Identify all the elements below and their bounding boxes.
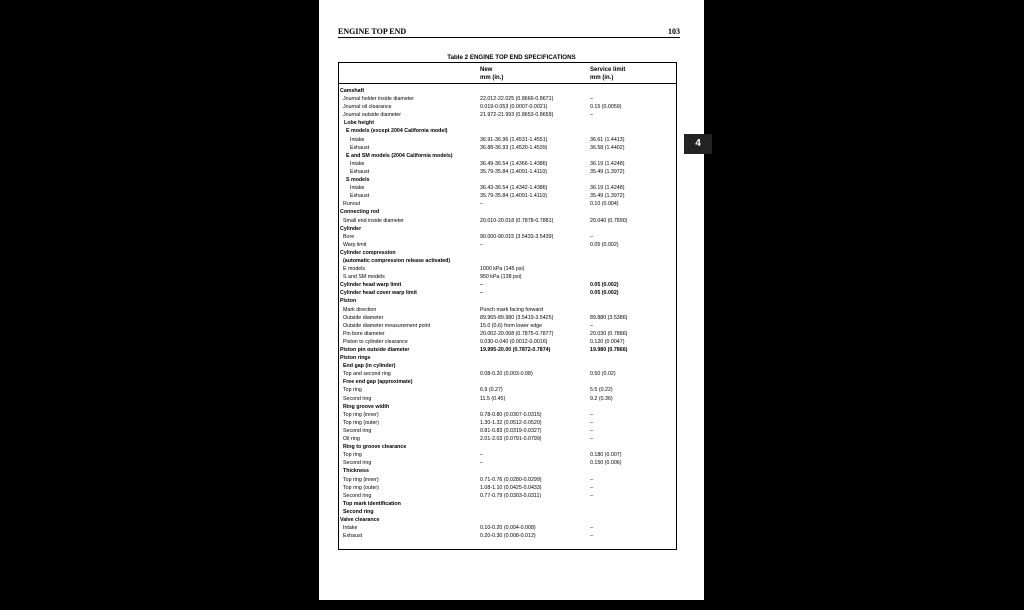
table-row	[338, 176, 677, 184]
row-item: Second ring	[343, 508, 374, 515]
table-row	[338, 111, 677, 119]
manual-page	[319, 0, 704, 610]
table-row	[338, 411, 677, 419]
table-row	[338, 467, 677, 475]
table-row	[338, 419, 677, 427]
row-item: Top mark identification	[343, 500, 401, 507]
row-service-limit: 20.040 (0.7890)	[590, 217, 628, 224]
row-service-limit: 36.61 (1.4413)	[590, 136, 625, 143]
row-item: Second ring	[343, 395, 372, 402]
row-new-value: 21.972-21.993 (0.8653-0.8659)	[480, 112, 554, 119]
row-item: E models (except 2004 California model)	[346, 128, 448, 135]
row-item: Second ring	[343, 460, 372, 467]
row-service-limit: 0.15 (0.0059)	[590, 104, 622, 111]
table-row	[338, 168, 677, 176]
row-item: Exhaust	[350, 168, 370, 175]
header-separator	[338, 83, 677, 84]
row-new-value: 36.88-36.93 (1.4520-1.4539)	[480, 144, 548, 151]
row-item: Ring to groove clearance	[343, 444, 407, 451]
row-service-limit: 0.05 (0.002)	[590, 290, 619, 297]
row-service-limit: 89.880 (3.5386)	[590, 314, 628, 321]
row-item: Warp limit	[343, 241, 367, 248]
row-item: Top ring	[343, 387, 362, 394]
row-service-limit: –	[590, 96, 593, 103]
row-item: Journal holder inside diameter	[343, 96, 414, 103]
row-new-value: 950 kPa (138 psi)	[480, 274, 522, 281]
table-row	[338, 95, 677, 103]
table-row	[338, 200, 677, 208]
row-service-limit: 5.5 (0.22)	[590, 387, 613, 394]
row-new-value: –	[480, 452, 483, 459]
row-item: Second ring	[343, 427, 372, 434]
table-row	[338, 532, 677, 540]
table-row	[338, 476, 677, 484]
table-row	[338, 451, 677, 459]
row-item: End gap (in cylinder)	[343, 363, 396, 370]
row-item: Ring groove width	[343, 403, 390, 410]
table-row	[338, 492, 677, 500]
row-service-limit: 20.030 (0.7886)	[590, 330, 628, 337]
table-row	[338, 257, 677, 265]
row-new-value: 36.91-36.96 (1.4531-1.4551)	[480, 136, 548, 143]
row-item: Bore	[343, 233, 355, 240]
row-new-value: –	[480, 460, 483, 467]
table-row	[338, 500, 677, 508]
row-new-value: 15.0 (0.6) from lower edge	[480, 322, 543, 329]
row-service-limit: 0.05 (0.002)	[590, 241, 619, 248]
table-row	[338, 87, 677, 95]
row-item: S and SM models	[343, 274, 385, 281]
table-row	[338, 354, 677, 362]
table-row	[338, 395, 677, 403]
row-item: Connecting rod	[340, 209, 380, 216]
table-row	[338, 144, 677, 152]
row-item: E and SM models (2004 California models)	[346, 152, 453, 159]
row-new-value: 0.78-0.80 (0.0307-0.0315)	[480, 411, 542, 418]
column-header-new: New mm (in.)	[480, 66, 504, 81]
row-service-limit: –	[590, 233, 593, 240]
row-new-value: 0.71-0.76 (0.0280-0.0299)	[480, 476, 542, 483]
table-row	[338, 338, 677, 346]
row-service-limit: –	[590, 112, 593, 119]
row-service-limit: 36.19 (1.4248)	[590, 185, 625, 192]
page-number: 103	[668, 27, 680, 36]
table-row	[338, 184, 677, 192]
row-item: Valve clearance	[340, 516, 380, 523]
row-new-value: 19.995-20.00 (0.7872-0.7874)	[480, 347, 551, 353]
row-new-value: 0.08-0.20 (0.003-0.08)	[480, 371, 533, 378]
row-item: Cylinder head cover warp limit	[340, 290, 417, 297]
row-new-value: 20.010-20.018 (0.7878-0.7881)	[480, 217, 554, 224]
table-row	[338, 103, 677, 111]
table-row	[338, 524, 677, 532]
table-row	[338, 484, 677, 492]
table-row	[338, 273, 677, 281]
row-item: Small end inside diameter	[343, 217, 404, 224]
spec-table	[338, 62, 677, 610]
row-item: Lobe height	[344, 120, 375, 127]
row-item: Intake	[350, 136, 365, 143]
chapter-tab: 4	[684, 134, 712, 154]
row-new-value: –	[480, 241, 483, 248]
row-new-value: 36.43-36.54 (1.4342-1.4386)	[480, 185, 548, 192]
column-header-service-limit: Service limit mm (in.)	[590, 66, 626, 81]
row-new-value: Punch mark facing forward	[480, 306, 544, 313]
row-item: Piston to cylinder clearance	[343, 338, 408, 345]
row-service-limit: –	[590, 427, 593, 434]
table-row	[338, 136, 677, 144]
row-new-value: 1.08-1.10 (0.0425-0.0433)	[480, 484, 542, 491]
section-title: ENGINE TOP END	[338, 27, 407, 36]
row-new-value: 1000 kPa (145 psi)	[480, 266, 525, 273]
row-new-value: 0.20-0.30 (0.008-0.012)	[480, 533, 536, 540]
table-row	[338, 330, 677, 338]
row-item: Exhaust	[350, 193, 370, 200]
row-item: Piston rings	[340, 355, 371, 362]
row-item: Journal oil clearance	[343, 104, 392, 111]
table-row	[338, 386, 677, 394]
row-new-value: 0.77-0.79 (0.0303-0.0311)	[480, 492, 542, 499]
row-item: Exhaust	[350, 144, 370, 151]
header-rule	[338, 37, 680, 38]
row-item: Exhaust	[343, 533, 363, 540]
row-service-limit: 19.980 (0.7866)	[590, 347, 628, 353]
row-item: Runout	[343, 201, 361, 208]
row-service-limit: –	[590, 322, 593, 329]
table-row	[338, 346, 677, 354]
table-row	[338, 443, 677, 451]
row-item: Intake	[343, 525, 358, 532]
row-item: Mark direction	[343, 306, 377, 313]
row-service-limit: –	[590, 436, 593, 443]
row-item: Top ring (inner)	[343, 476, 379, 483]
row-service-limit: 0.180 (0.007)	[590, 452, 622, 459]
row-item: Intake	[350, 160, 365, 167]
table-row	[338, 459, 677, 467]
page-header	[338, 27, 680, 37]
table-row	[338, 208, 677, 216]
row-service-limit: –	[590, 419, 593, 426]
row-item: Top ring (inner)	[343, 411, 379, 418]
row-item: Thickness	[343, 468, 369, 475]
table-row	[338, 362, 677, 370]
table-row	[338, 119, 677, 127]
row-item: E models	[343, 266, 366, 273]
table-row	[338, 152, 677, 160]
row-item: Oil ring	[343, 436, 360, 443]
table-row	[338, 322, 677, 330]
table-row	[338, 241, 677, 249]
row-item: Outside diameter	[343, 314, 384, 321]
row-item: Journal outside diameter	[343, 112, 402, 119]
row-new-value: 20.002-20.008 (0.7875-0.7877)	[480, 330, 554, 337]
row-service-limit: 0.150 (0.006)	[590, 460, 622, 467]
row-item: Piston	[340, 298, 357, 305]
row-item: Free end gap (approximate)	[343, 379, 413, 386]
table-title: Table 2 ENGINE TOP END SPECIFICATIONS	[447, 54, 576, 61]
row-item: Top ring (outer)	[343, 419, 379, 426]
table-row	[338, 249, 677, 257]
row-service-limit: –	[590, 411, 593, 418]
table-row	[338, 378, 677, 386]
row-service-limit: –	[590, 492, 593, 499]
row-item: Top ring (outer)	[343, 484, 379, 491]
row-new-value: 35.79-35.84 (1.4091-1.4110)	[480, 193, 548, 200]
row-item: Intake	[350, 185, 365, 192]
continued-note: (continued)	[488, 603, 521, 610]
row-service-limit: –	[590, 476, 593, 483]
row-item: Cylinder	[340, 225, 362, 232]
row-item: Camshaft	[340, 88, 365, 94]
table-row	[338, 435, 677, 443]
table-row	[338, 306, 677, 314]
table-row	[338, 281, 677, 289]
table-row	[338, 297, 677, 305]
row-item: Pin bore diameter	[343, 330, 385, 337]
row-new-value: 11.5 (0.45)	[480, 395, 506, 402]
row-new-value: 35.79-35.84 (1.4091-1.4110)	[480, 168, 548, 175]
row-new-value: 0.10-0.20 (0.004-0.008)	[480, 525, 536, 532]
row-service-limit: 9.2 (0.36)	[590, 395, 613, 402]
row-item: Piston pin outside diameter	[340, 347, 410, 353]
table-row	[338, 127, 677, 135]
table-row	[338, 233, 677, 241]
table-row	[338, 160, 677, 168]
table-body	[338, 87, 677, 540]
row-service-limit: –	[590, 484, 593, 491]
row-new-value: 0.81-0.83 (0.0319-0.0327)	[480, 427, 542, 434]
row-new-value: 2.01-2.03 (0.0791-0.0799)	[480, 436, 542, 443]
row-item: Second ring	[343, 492, 372, 499]
row-service-limit: –	[590, 533, 593, 540]
row-item: Cylinder head warp limit	[340, 282, 402, 289]
row-service-limit: 0.50 (0.02)	[590, 371, 616, 378]
row-new-value: –	[480, 290, 483, 297]
table-row	[338, 370, 677, 378]
row-new-value: 6.9 (0.27)	[480, 387, 503, 394]
row-service-limit: 0.120 (0.0047)	[590, 338, 625, 345]
row-new-value: –	[480, 201, 483, 208]
row-service-limit: 0.10 (0.004)	[590, 201, 619, 208]
table-row	[338, 516, 677, 524]
table-row	[338, 403, 677, 411]
row-new-value: 90.000-90.015 (3.5433-3.5439)	[480, 233, 554, 240]
row-service-limit: 35.49 (1.3972)	[590, 168, 625, 175]
row-item: S models	[346, 177, 370, 184]
table-row	[338, 225, 677, 233]
row-service-limit: –	[590, 525, 593, 532]
row-service-limit: 0.05 (0.002)	[590, 282, 619, 289]
row-new-value: 0.019-0.053 (0.0007-0.0021)	[480, 104, 548, 111]
row-new-value: 36.49-36.54 (1.4366-1.4386)	[480, 160, 548, 167]
row-service-limit: 35.49 (1.3972)	[590, 193, 625, 200]
table-row	[338, 314, 677, 322]
table-row	[338, 217, 677, 225]
row-item: Outside diameter measurement point	[343, 322, 431, 329]
row-new-value: 22.012-22.025 (0.8666-0.8671)	[480, 96, 554, 103]
table-row	[338, 289, 677, 297]
row-item: Top ring	[343, 452, 362, 459]
row-service-limit: 36.19 (1.4248)	[590, 160, 625, 167]
row-new-value: 1.30-1.32 (0.0512-0.0520)	[480, 419, 542, 426]
table-row	[338, 508, 677, 516]
table-row	[338, 192, 677, 200]
row-item: Top and second ring	[343, 371, 391, 378]
row-new-value: 0.030-0.040 (0.0012-0.0016)	[480, 338, 548, 345]
table-row	[338, 427, 677, 435]
row-item: Cylinder compression	[340, 249, 396, 256]
row-new-value: –	[480, 282, 483, 289]
row-new-value: 89.965-89.980 (3.5419-3.5425)	[480, 314, 554, 321]
table-row	[338, 265, 677, 273]
row-item: (automatic compression release activated)	[343, 257, 451, 264]
row-service-limit: 36.58 (1.4402)	[590, 144, 625, 151]
